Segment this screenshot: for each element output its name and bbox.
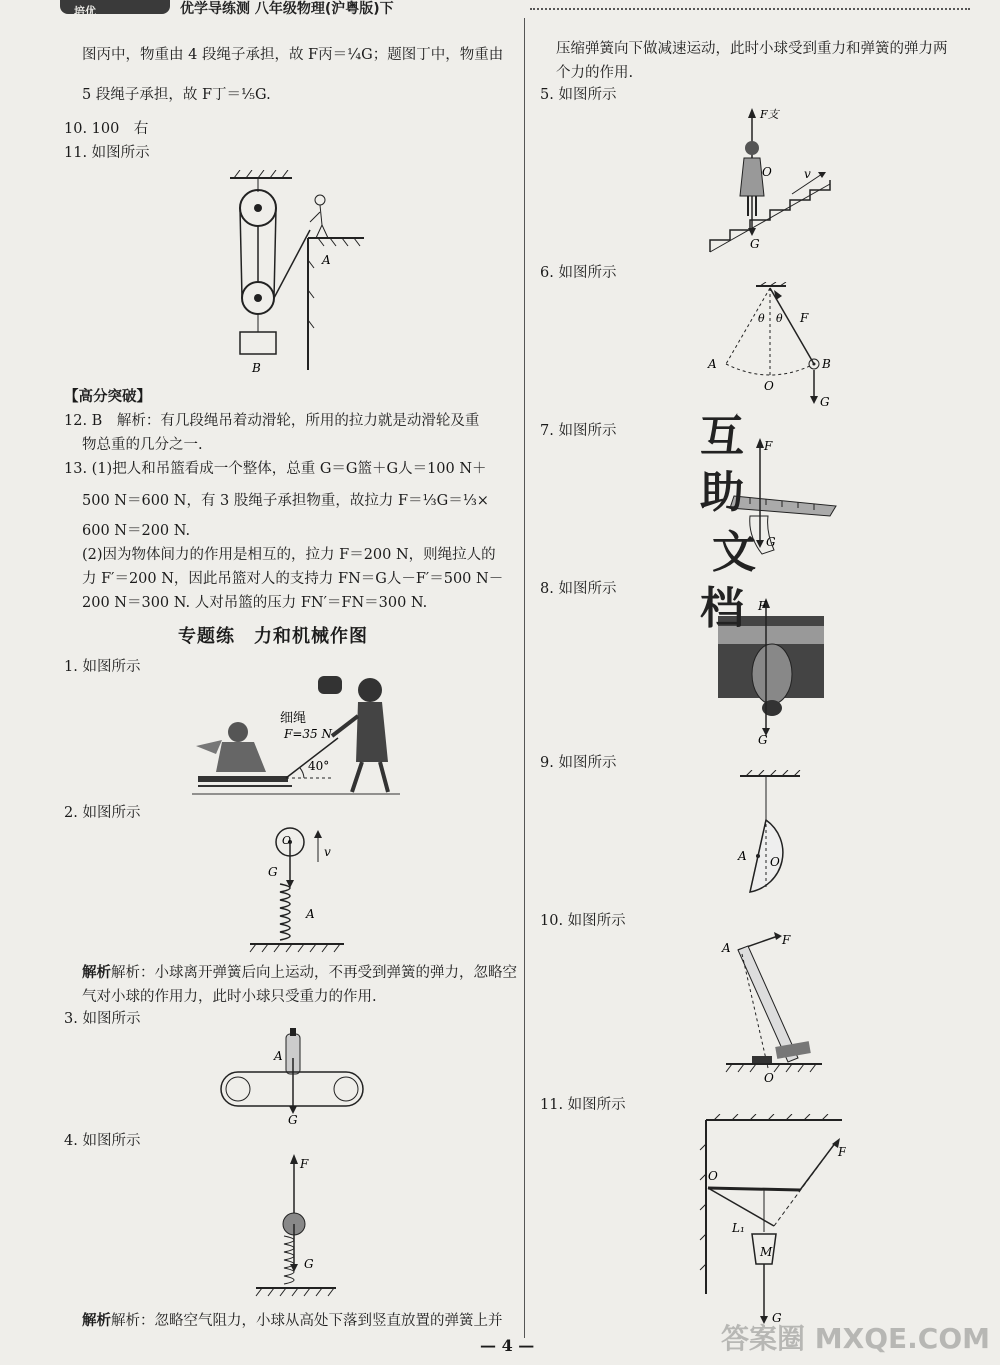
svg-text:θ: θ — [758, 312, 765, 325]
special-4: 4. 如图所示 — [64, 1133, 141, 1149]
figure-lever — [718, 930, 828, 1090]
answer-10: 10. 100 右 — [64, 121, 149, 137]
svg-text:F: F — [838, 1145, 846, 1159]
answer-12a: 12. B 解析：有几段绳吊着动滑轮，所用的拉力就是动滑轮及重 — [64, 413, 480, 429]
svg-text:θ: θ — [776, 312, 783, 325]
svg-text:A: A — [722, 941, 731, 955]
special-1: 1. 如图所示 — [64, 659, 141, 675]
answer-13f: 200 N＝300 N. 人对吊篮的压力 FN′＝FN＝300 N. — [82, 595, 428, 611]
answer-13d: (2)因为物体间力的作用是相互的，拉力 F＝200 N，则绳拉人的 — [82, 547, 496, 563]
svg-text:O: O — [764, 1071, 774, 1085]
svg-text:F支: F支 — [760, 108, 779, 121]
special-9: 9. 如图所示 — [540, 755, 617, 771]
header-title: 优学导练测 八年级物理(沪粤版)下 — [180, 1, 394, 17]
handwriting-1: 互 — [700, 411, 744, 462]
special-10: 10. 如图所示 — [540, 913, 626, 929]
figure-escalator — [706, 104, 836, 254]
figure-pulley-person — [228, 170, 368, 380]
figure-bent-lever — [696, 1114, 846, 1334]
svg-text:细绳: 细绳 — [280, 711, 307, 726]
special-3: 3. 如图所示 — [64, 1011, 141, 1027]
figure-spring-ball — [252, 1150, 342, 1300]
answer-13e: 力 F′＝200 N，因此吊篮对人的支持力 FN＝G人－F′＝500 N－ — [82, 571, 504, 587]
svg-text:O: O — [708, 1169, 718, 1183]
svg-text:F: F — [300, 1157, 309, 1171]
special-2-analysis-b: 气对小球的作用力，此时小球只受重力的作用. — [82, 989, 377, 1005]
svg-text:G: G — [820, 395, 830, 409]
svg-text:O: O — [282, 834, 292, 847]
svg-text:F: F — [782, 933, 791, 947]
answer-13c: 600 N＝200 N. — [82, 523, 191, 539]
handwriting-3: 文 — [712, 527, 756, 578]
header-badge: 培优 — [60, 0, 170, 14]
page-number: — 4 — — [480, 1336, 535, 1355]
special-6: 6. 如图所示 — [540, 265, 617, 281]
svg-text:A: A — [708, 357, 717, 371]
figure-conveyor — [216, 1028, 376, 1128]
svg-text:A: A — [738, 849, 747, 863]
special-2: 2. 如图所示 — [64, 805, 141, 821]
svg-text:G: G — [750, 237, 760, 251]
svg-text:A: A — [274, 1049, 283, 1063]
special-2-analysis-a: 解析解析：小球离开弹簧后向上运动，不再受到弹簧的弹力，忽略空 — [82, 964, 517, 981]
right-cont-a: 压缩弹簧向下做减速运动，此时小球受到重力和弹簧的弹力两 — [556, 41, 948, 57]
page-header — [60, 0, 980, 16]
section-tag: 【高分突破】 — [64, 388, 151, 405]
svg-text:G: G — [268, 865, 278, 879]
header-rule — [530, 8, 970, 10]
figure-spring-up — [248, 822, 348, 962]
svg-text:G: G — [772, 1311, 782, 1325]
svg-text:40°: 40° — [308, 759, 330, 773]
svg-text:A: A — [322, 253, 331, 267]
svg-text:G: G — [304, 1257, 314, 1271]
svg-text:F: F — [800, 311, 809, 325]
handwriting-2: 助 — [700, 467, 744, 518]
special-4-analysis: 解析解析：忽略空气阻力，小球从高处下落到竖直放置的弹簧上并 — [82, 1312, 503, 1329]
svg-text:O: O — [770, 855, 780, 869]
special-11: 11. 如图所示 — [540, 1097, 626, 1113]
svg-text:F: F — [764, 439, 773, 453]
answer-13b: 500 N＝600 N，有 3 股绳子承担物重，故拉力 F＝⅓G＝⅓× — [82, 493, 489, 509]
svg-text:B: B — [252, 361, 261, 375]
figure-sled — [192, 676, 402, 800]
watermark: 答案圈 MXQE.COM — [721, 1322, 990, 1355]
right-cont-b: 个力的作用. — [556, 65, 634, 81]
left-para-1b: 5 段绳子承担，故 F丁＝⅕G. — [82, 87, 271, 103]
handwriting-4: 档 — [700, 583, 744, 634]
answer-11: 11. 如图所示 — [64, 145, 150, 161]
special-5: 5. 如图所示 — [540, 87, 617, 103]
column-divider — [524, 18, 525, 1338]
svg-text:O: O — [762, 165, 772, 179]
figure-pendulum — [700, 282, 840, 412]
svg-text:B: B — [822, 357, 831, 371]
svg-text:G: G — [288, 1113, 298, 1127]
special-8: 8. 如图所示 — [540, 581, 617, 597]
left-para-1a: 图丙中，物重由 4 段绳子承担，故 F丙＝¼G；题图丁中，物重由 — [82, 47, 504, 63]
svg-text:v: v — [324, 845, 331, 859]
svg-text:v: v — [804, 167, 811, 181]
figure-half-disc — [730, 770, 810, 900]
svg-text:G: G — [758, 733, 768, 746]
svg-text:G: G — [766, 535, 776, 549]
svg-text:O: O — [764, 379, 774, 393]
svg-text:F: F — [758, 599, 767, 613]
special-7: 7. 如图所示 — [540, 423, 617, 439]
svg-text:L₁: L₁ — [732, 1221, 745, 1235]
section-heading: 专题练 力和机械作图 — [178, 626, 368, 647]
answer-13a: 13. (1)把人和吊篮看成一个整体，总重 G＝G篮＋G人＝100 N＋ — [64, 461, 487, 477]
answer-12b: 物总重的几分之一. — [82, 437, 203, 453]
svg-text:F=35 N: F=35 N — [284, 727, 332, 741]
svg-text:A: A — [306, 907, 315, 921]
svg-text:M: M — [760, 1245, 773, 1259]
